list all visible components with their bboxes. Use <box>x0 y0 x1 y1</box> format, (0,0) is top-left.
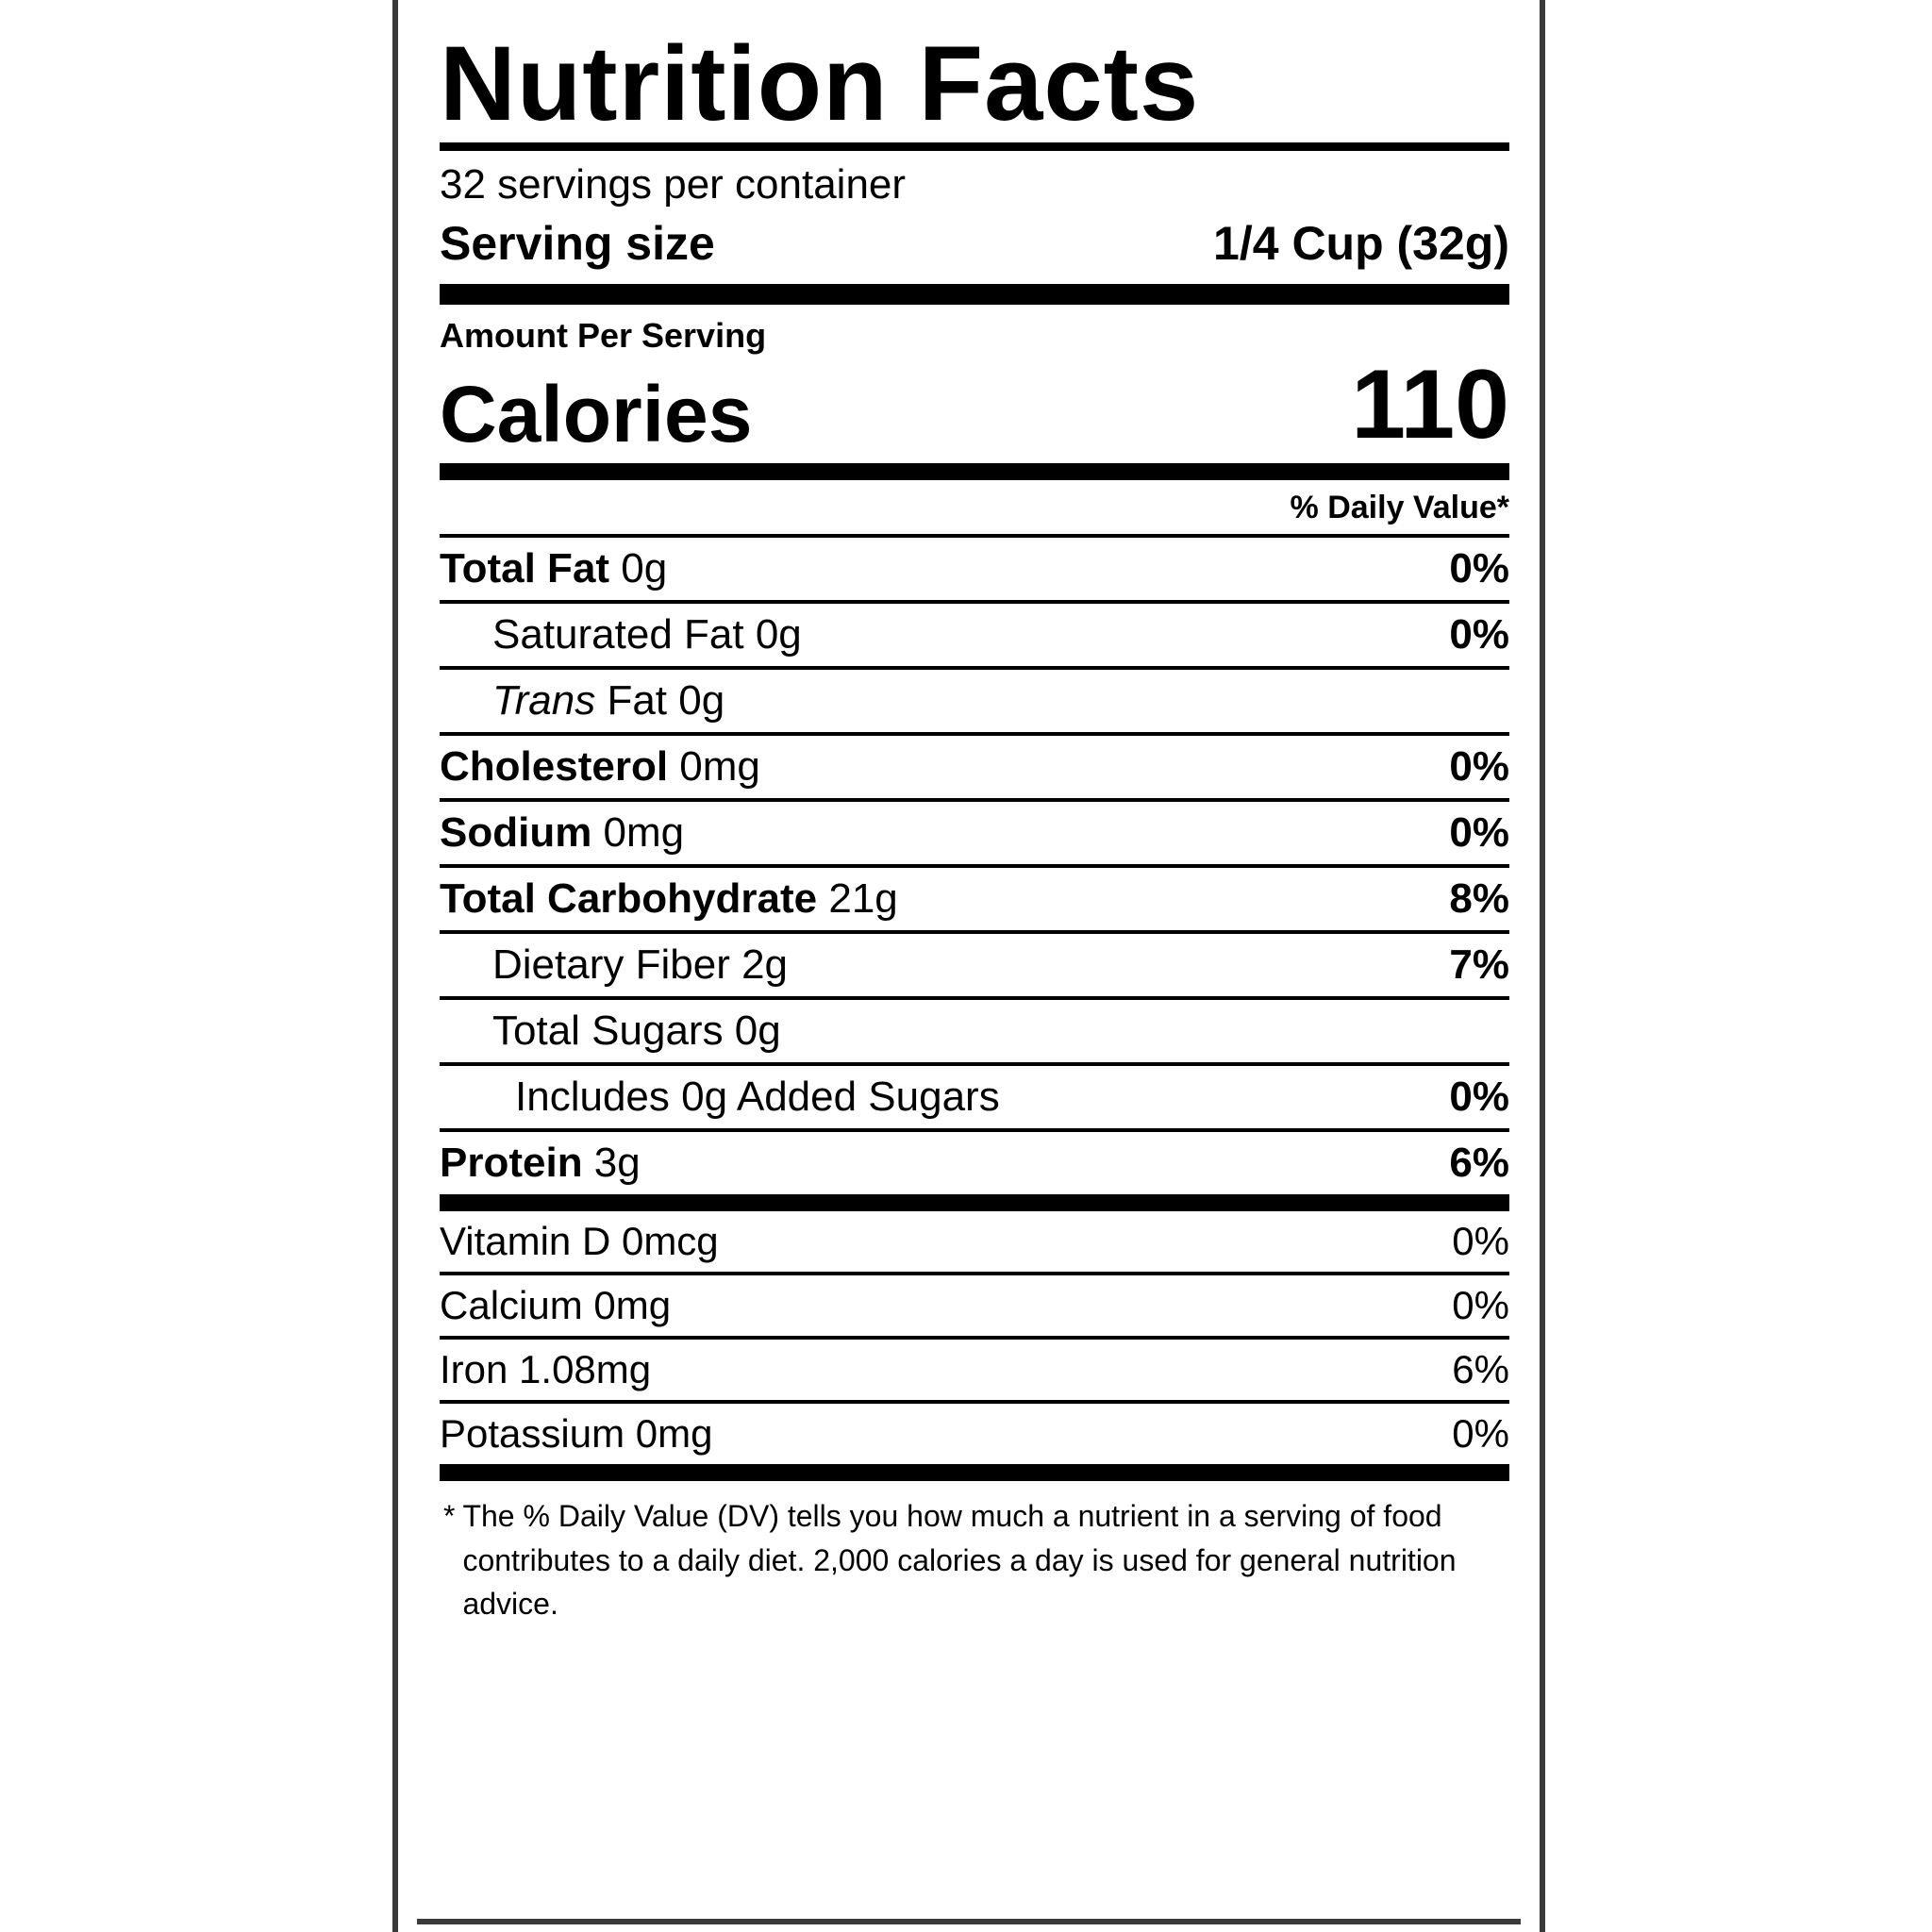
protein-amount: 3g <box>582 1140 641 1187</box>
serving-size-value: 1/4 Cup (32g) <box>1213 217 1509 271</box>
calories-divider <box>440 463 1509 480</box>
row-sodium <box>440 798 1509 864</box>
row-saturated-fat-pct: 0% <box>1449 611 1509 658</box>
row-vitamin-d-name: Vitamin D 0mcg <box>440 1219 719 1264</box>
row-iron-name: Iron 1.08mg <box>440 1347 652 1392</box>
daily-value-header: % Daily Value* <box>1290 490 1509 526</box>
row-calcium-name: Calcium 0mg <box>440 1283 672 1328</box>
servings-per-container: 32 servings per container <box>440 161 907 208</box>
row-dietary-fiber-name: Dietary Fiber 2g <box>492 941 789 989</box>
row-dietary-fiber <box>440 930 1509 996</box>
title-divider <box>440 142 1509 151</box>
footnote-asterisk: * <box>443 1499 456 1534</box>
vitamins-divider <box>440 1464 1509 1481</box>
row-total-fat-name <box>440 545 667 592</box>
row-dietary-fiber-pct: 7% <box>1449 941 1509 989</box>
footnote-text: The % Daily Value (DV) tells you how much a nutrient in a serving of food contributes to a daily diet. 2,000 calories a day is used for general nutrition advice. <box>462 1499 1457 1622</box>
calories-value: 110 <box>1351 350 1509 460</box>
row-added-sugars <box>440 1062 1509 1128</box>
row-total-sugars <box>440 996 1509 1062</box>
nutrition-label-panel <box>392 0 1545 1932</box>
row-sodium-name <box>440 809 684 857</box>
servings-divider <box>440 284 1509 305</box>
row-saturated-fat <box>440 600 1509 666</box>
row-total-fat <box>440 534 1509 600</box>
trans-italic: Trans <box>492 677 596 724</box>
row-vitamin-d-pct: 0% <box>1452 1219 1509 1264</box>
row-total-carbohydrate-pct: 8% <box>1449 875 1509 923</box>
bottom-divider <box>417 1919 1521 1924</box>
serving-size-row <box>440 212 1509 284</box>
row-vitamin-d <box>440 1211 1509 1272</box>
total-fat-bold: Total Fat <box>440 545 610 592</box>
row-cholesterol-name <box>440 743 760 791</box>
sodium-bold: Sodium <box>440 809 592 857</box>
row-added-sugars-name: Includes 0g Added Sugars <box>515 1074 1000 1121</box>
row-saturated-fat-name: Saturated Fat 0g <box>492 611 802 658</box>
amount-per-serving-label: Amount Per Serving <box>440 316 767 356</box>
row-cholesterol <box>440 732 1509 798</box>
row-total-fat-pct: 0% <box>1449 545 1509 592</box>
row-trans-fat <box>440 666 1509 732</box>
carb-amount: 21g <box>817 875 898 923</box>
row-total-sugars-name: Total Sugars 0g <box>492 1008 781 1055</box>
protein-divider <box>440 1194 1509 1211</box>
row-iron <box>440 1336 1509 1400</box>
row-trans-fat-name <box>440 677 724 724</box>
row-calcium-pct: 0% <box>1452 1283 1509 1328</box>
calories-row <box>440 350 1509 463</box>
row-potassium-name: Potassium 0mg <box>440 1411 713 1457</box>
trans-rest: Fat 0g <box>595 677 725 724</box>
protein-bold: Protein <box>440 1140 583 1187</box>
sodium-amount: 0mg <box>591 809 685 857</box>
serving-size-label: Serving size <box>440 217 715 271</box>
row-total-carbohydrate <box>440 864 1509 930</box>
row-potassium <box>440 1400 1509 1464</box>
footnote <box>440 1481 1509 1625</box>
row-protein-pct: 6% <box>1449 1140 1509 1187</box>
row-calcium <box>440 1272 1509 1336</box>
calories-label: Calories <box>440 370 753 459</box>
cholesterol-bold: Cholesterol <box>440 743 669 791</box>
row-sodium-pct: 0% <box>1449 809 1509 857</box>
row-protein <box>440 1128 1509 1194</box>
page-title: Nutrition Facts <box>440 25 1200 142</box>
cholesterol-amount: 0mg <box>668 743 760 791</box>
row-protein-name <box>440 1140 641 1187</box>
row-added-sugars-pct: 0% <box>1449 1074 1509 1121</box>
row-total-carbohydrate-name <box>440 875 898 923</box>
row-iron-pct: 6% <box>1452 1347 1509 1392</box>
row-cholesterol-pct: 0% <box>1449 743 1509 791</box>
total-fat-amount: 0g <box>609 545 668 592</box>
carb-bold: Total Carbohydrate <box>440 875 818 923</box>
nutrition-facts-label <box>417 0 1532 1626</box>
row-potassium-pct: 0% <box>1452 1411 1509 1457</box>
